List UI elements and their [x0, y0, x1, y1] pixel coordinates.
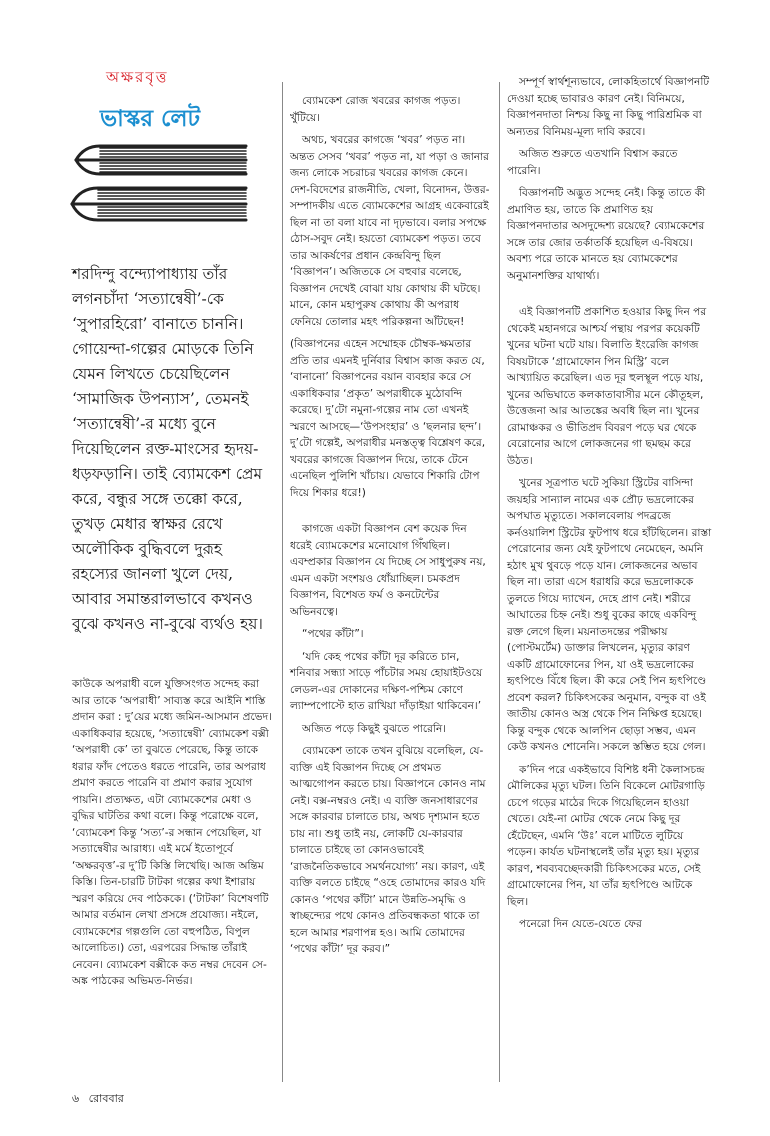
column-kicker: অক্ষরবৃত্ত	[106, 68, 169, 86]
paragraph: অথচ, খবরের কাগজে ‘খবর’ পড়ত না। অন্তত সেসব ‘খবর’ পড়ত না, যা পড়া ও জানার জন্য লোকে সচরাচর খবরের কাগজ কেনে। দেশ-বিদেশের রাজনীতি, খেলা, বিনোদন, উত্তর-সম্পাদকীয় এতে ব্যোমকেশের আগ্রহ একেবারেই ছিল না তা বলা যাবে না দৃঢ়ভাবে। বলার সপক্ষে ঠোস-সবুদ নেই। হয়তো ব্যোমকেশ পড়ত। তবে তার আকর্ষণের প্রধান কেন্দ্রবিন্দু ছিল ‘বিজ্ঞাপন’। অজিতকে সে বহুবার বলেছে, বিজ্ঞাপন দেখেই বোঝা যায় কোথায় কী ঘটছে। মানে, কোন মহাপুরুষ কোথায় কী অপরাধ ফেনিয়ে তোলার মহৎ পরিকল্পনা আঁটছেন!	[290, 134, 490, 328]
paragraph: সম্পূর্ণ স্বার্থশূন্যভাবে, লোকহিতার্থে বিজ্ঞাপনটি দেওয়া হচ্ছে ভাবারও কারণ নেই। বিনিময়ে, বিজ্ঞাপনদাতা নিশ্চয় কিছু না কিছু পারিশ্রমিক বা অন্যতর বিনিময়-মূল্য দাবি করবে।	[507, 76, 710, 138]
column-divider	[499, 82, 500, 1082]
section-name: রোববার	[88, 1092, 124, 1105]
paragraph: ক’দিন পরে একইভাবে বিশিষ্ট ধনী কৈলাসচন্দ্র মৌলিকের মৃত্যু ঘটল। তিনি বিকেলে মোটরগাড়ি চেপে গড়ের মাঠের দিকে গিয়েছিলেন হাওয়া খেতে। যেই-না মোটর থেকে নেমে কিছু দূর হেঁটেছেন, এমনি ‘উঃ’ বলে মাটিতে লুটিয়ে পড়েন। কার্যত ঘটনাস্থলেই তাঁর মৃত্যু হয়। মৃত্যুর কারণ, শবব্যবচ্ছেদকারী চিকিৎসকের মতে, সেই গ্রামোফোনের পিন, যা তাঁর হৃৎপিণ্ডে আটকে ছিল।	[507, 763, 705, 908]
body-column-3	[507, 74, 712, 939]
page-number: ৬	[72, 1092, 80, 1105]
paragraph: (বিজ্ঞাপনের এহেন সম্মোহক চৌম্বক-ক্ষমতার প্রতি তার এমনই দুর্নিবার বিশ্বাস কাজ করত যে, ‘বানানো’ বিজ্ঞাপনের বয়ান ব্যবহার করে সে একাধিকবার ‘প্রকৃত’ অপরাধীকে মুঠোবন্দি করেছে। দু’টো নমুনা-গল্পের নাম তো এখনই স্মরণে আসছে—‘উপসংহার’ ও ‘ছলনার ছন্দ’। দু’টো গল্পেই, অপরাধীর মনস্তত্ত্ব বিশ্লেষণ করে, খবরের কাগজে বিজ্ঞাপন দিয়ে, তাকে টেনে এনেছিল পুলিশি খাঁচায়। যেভাবে শিকারি টোপ দিয়ে শিকার ধরে!)	[290, 338, 486, 499]
paragraph: কাউকে অপরাধী বলে যুক্তিসংগত সন্দেহ করা আর তাকে ‘অপরাধী’ সাব্যস্ত করে আইনি শাস্তি প্রদান করা : দু’য়ের মধ্যে জমিন-আসমান প্রভেদ। একাধিকবার হয়েছে, ‘সত্যান্বেষী’ ব্যোমকেশ বক্সী ‘অপরাধী কে’ তা বুঝতে পেরেছে, কিন্তু তাকে ধরার ফাঁদ পেতেও ধরতে পারেনি, তার অপরাধ প্রমাণ করতে পারেনি বা প্রমাণ করার সুযোগ পায়নি। প্রত্যক্ষত, এটা ব্যোমকেশের মেধা ও বুদ্ধির ঘাটতির কথা বলে। কিন্তু পরোক্ষে বলে, ‘ব্যোমকেশ কিন্তু ‘সত্য’-র সন্ধান পেয়েছিল, যা সত্যান্বেষীর আরাধ্য। এই মর্মে ইতোপূর্বে ‘অক্ষরবৃত্ত’-র দু’টি কিস্তি লিখেছি। আজ অন্তিম কিস্তি। তিন-চারটি টাটকা গল্পের কথা ইশারায় স্মরণ করিয়ে দেব পাঠককে। (‘টাটকা’ বিশেষণটি আমার বর্তমান লেখা প্রসঙ্গে প্রযোজ্য। নইলে, ব্যোমকেশের গল্পগুলি তো বহুপঠিত, বিপুল আলোচিত।) তো, এরপরের সিদ্ধান্ত তাঁরাই নেবেন। ব্যোমকেশ বক্সীকে কত নম্বর দেবেন সে-অঙ্ক পাঠকের অভিমত-নির্ভর।	[72, 678, 272, 987]
paragraph: অজিত শুরুতে এতখানি বিশ্বাস করতে পারেনি।	[507, 148, 678, 177]
body-column-2	[290, 93, 490, 964]
lede-paragraph	[72, 262, 272, 637]
author-headline: ভাস্কর লেট	[100, 106, 201, 132]
paragraph: কাগজে একটা বিজ্ঞাপন বেশ কয়েক দিন ধরেই ব্যোমকেশের মনোযোগ গিঁথছিল। এবম্প্রকার বিজ্ঞাপন যে দিচ্ছে সে সাধুপুরুষ নয়, এমন একটা সংশয়ও ধোঁয়াচ্ছিল। চমকপ্রদ বিজ্ঞাপন, বিশেষত ফর্ম ও কনটেন্টের অভিনবত্বে।	[290, 523, 486, 618]
column-divider	[282, 82, 283, 1082]
paragraph: এই বিজ্ঞাপনটি প্রকাশিত হওয়ার কিছু দিন পর থেকেই মহানগরে আশ্চর্য পন্থায় পরপর কয়েকটি খুনের ঘটনা ঘটে যায়। বিলাতি ইংরেজি কাগজ বিষয়টাকে ‘গ্রামোফোন পিন মিস্ট্রি’ বলে আখ্যায়িত করেছিল। এত দূর হুলস্থূল পড়ে যায়, খুনের অভিঘাতে কলকাতাবাসীর মনে কৌতূহল, উত্তেজনা আর আতঙ্কের অবধি ছিল না। খুনের রোমাঞ্চকর ও ভীতিপ্রদ বিবরণ পড়ে ঘর থেকে বেরোনোর আগে লোকজনের গা ছমছম করে উঠত।	[507, 306, 707, 467]
paragraph: ব্যোমকেশ রোজ খবরের কাগজ পড়ত। খুঁটিয়ে।	[290, 95, 461, 124]
paragraph: ব্যোমকেশ তাকে তখন বুঝিয়ে বলেছিল, যে-ব্যক্তি এই বিজ্ঞাপন দিচ্ছে সে প্রথমত আত্মগোপন করতে চায়। বিজ্ঞাপনে কোনও নাম নেই। বক্স-নম্বরও নেই। এ ব্যক্তি জনসাধারণের সঙ্গে কারবার চালাতে চায়, অথচ দৃশ্যমান হতে চায় না। শুধু তাই নয়, লোকটি যে-কারবার চালাতে চাইছে তা কোনওভাবেই ‘রাজনৈতিকভাবে সমর্থনযোগ্য’ নয়। কারণ, এই ব্যক্তি বলতে চাইছে “ওহে তোমাদের কারও যদি কোনও ‘পথের কাঁটা’ মানে উন্নতি-সমৃদ্ধি ও স্বাচ্ছন্দ্যের পথে কোনও প্রতিবন্ধকতা থাকে তা হলে আমার শরণাপন্ন হও। আমি তোমাদের ‘পথের কাঁটা’ দূর করব।”	[290, 745, 486, 955]
lede-text: শরদিন্দু বন্দ্যোপাধ্যায় তাঁর লগনচাঁদা ‘সত্যান্বেষী’-কে ‘সুপারহিরো’ বানাতে চাননি। গোয়েন্দা-গল্পের মোড়কে তিনি যেমন লিখতে চেয়েছিলেন ‘সামাজিক উপন্যাস’, তেমনই ‘সত্যান্বেষী’-র মধ্যে বুনে দিয়েছিলেন রক্ত-মাংসের হৃদয়-ধড়ফড়ানি। তাই ব্যোমকেশ প্রেম করে, বন্ধুর সঙ্গে তক্কো করে, তুখড় মেধার স্বাক্ষর রেখে অলৌকিক বুদ্ধিবলে দুরূহ রহস্যের জানলা খুলে দেয়, আবার সমান্তরালভাবে কখনও বুঝে কখনও না-বুঝে ব্যর্থও হয়।	[72, 265, 263, 633]
quote-title: “পথের কাঁটা”।	[302, 628, 364, 640]
paragraph: অজিত পড়ে কিছুই বুঝতে পারেনি।	[302, 722, 447, 735]
quote-text: ‘যদি কেহ পথের কাঁটা দূর করিতে চান, শনিবার সন্ধ্যা সাড়ে পাঁচটার সময় হোয়াইটওয়ে লেডল-এর দোকানের দক্ষিণ-পশ্চিম কোণে ল্যাম্পপোস্টে হাত রাখিয়া দাঁড়াইয়া থাকিবেন।’	[290, 650, 483, 712]
paragraph: পনেরো দিন যেতে-যেতে ফের	[519, 918, 642, 930]
page-footer	[72, 1090, 124, 1109]
paragraph: বিজ্ঞাপনটি অদ্ভুত সন্দেহ নেই। কিন্তু তাতে কী প্রমাণিত হয়, তাতে কি প্রমাণিত হয় বিজ্ঞাপনদাতার অসদুদ্দেশ্য রয়েছে? ব্যোমকেশের সঙ্গে তার জোর তর্কাতর্কি হয়েছিল এ-বিষয়ে। অবশ্য পরে তাকে মানতে হয় ব্যোমকেশের অনুমানশক্তির যাথার্থ্য।	[507, 187, 706, 282]
paragraph: খুনের সূত্রপাত ঘটে সুকিয়া স্ট্রিটের বাসিন্দা জয়হরি সান্যাল নামের এক প্রৌঢ় ভদ্রলোকের অপঘাত মৃত্যুতে। সকালবেলায় পদব্রজে কর্নওয়ালিশ স্ট্রিটের ফুটপাথ ধরে হাঁটছিলেন। রাস্তা পেরোনোর জন্য যেই ফুটপাথে নেমেছেন, অমনি হঠাৎ মুখ থুবড়ে পড়ে যান। লোকজনের অভাব ছিল না। তারা এসে ধরাধরি করে ভদ্রলোককে তুলতে গিয়ে দ্যাখেন, দেহে প্রাণ নেই। শরীরে আঘাতের চিহ্ন নেই। শুধু বুকের কাছে একবিন্দু রক্ত লেগে ছিল। ময়নাতদন্তের পরীক্ষায় (পোস্টমর্টেম) ডাক্তার লিখলেন, মৃত্যুর কারণ একটি গ্রামোফোনের পিন, যা ওই ভদ্রলোকের হৃৎপিণ্ডে বিঁধে ছিল। কী করে সেই পিন হৃৎপিণ্ডে প্রবেশ করল? চিকিৎসকের অনুমান, বন্দুক বা ওই জাতীয় কোনও অস্ত্র থেকে পিন নিক্ষিপ্ত হয়েছে। কিন্তু বন্দুক থেকে আলপিন ছোড়া সম্ভব, এমন কেউ কখনও শোনেনি। সকলে স্তম্ভিত হয়ে গেল।	[507, 477, 712, 753]
body-column-1	[72, 676, 276, 996]
stacked-books-icon	[70, 140, 250, 240]
